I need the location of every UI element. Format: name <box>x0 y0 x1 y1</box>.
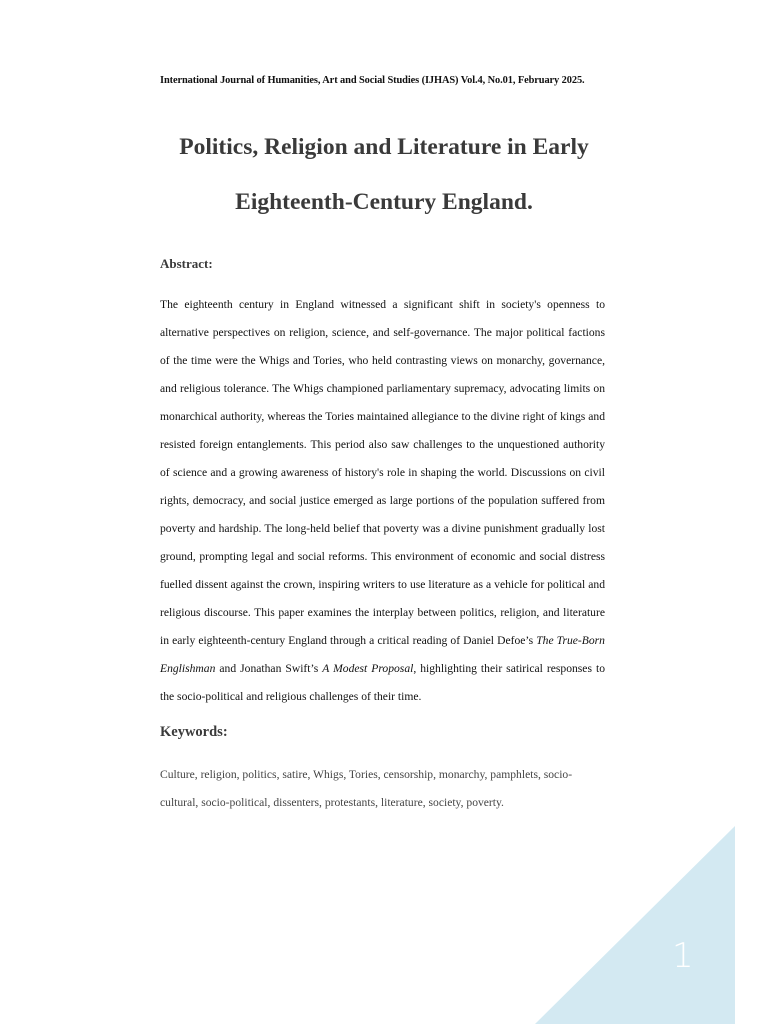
italic-title-modest-proposal: A Modest Proposal <box>322 662 414 675</box>
abstract-text-part: and Jonathan Swift’s <box>215 662 323 675</box>
article-title-line-2: Eighteenth-Century England. <box>235 189 533 215</box>
corner-triangle-shape <box>535 826 735 1024</box>
italic-title-true-born-englishman: The True-Born Englishman <box>160 634 605 675</box>
article-title-line-1: Politics, Religion and Literature in Early <box>179 134 589 160</box>
corner-triangle-decoration <box>535 826 735 1024</box>
journal-running-header: International Journal of Humanities, Art and Social Studies (IJHAS) Vol.4, No.01, February 2025. <box>160 75 585 86</box>
abstract-text-part: The eighteenth century in England witnessed a significant shift in society's openness to alternative perspectives on religion, science, and self-governance. The major political factions of the time were the Whigs and Tories, who held contrasting views on monarchy, governance, and religious tolerance. The Whigs championed parliamentary supremacy, advocating limits on monarchical authority, whereas the Tories maintained allegiance to the divine right of kings and resisted foreign entanglements. This period also saw challenges to the unquestioned authority of science and a growing awareness of history's role in shaping the world. Discussions on civil rights, democracy, and social justice emerged as large portions of the population suffered from poverty and hardship. The long-held belief that poverty was a divine punishment gradually lost ground, prompting legal and social reforms. This environment of economic and social distress fuelled dissent against the crown, inspiring writers to use literature as a vehicle for political and religious discourse. This paper examines the interplay between politics, religion, and literature in early eighteenth-century England through a critical reading of Daniel Defoe’s <box>160 298 605 647</box>
abstract-text-part: , highlighting their satirical responses to the socio-political and religious challenges of their time. <box>160 662 605 703</box>
keywords-list: Culture, religion, politics, satire, Whigs, Tories, censorship, monarchy, pamphlets, socio-cultural, socio-political, dissenters, protestants, literature, society, poverty. <box>160 768 573 809</box>
abstract-heading: Abstract: <box>160 256 213 271</box>
abstract-body <box>160 291 605 711</box>
keywords-heading: Keywords: <box>160 724 228 740</box>
page-number: 1 <box>672 936 694 976</box>
